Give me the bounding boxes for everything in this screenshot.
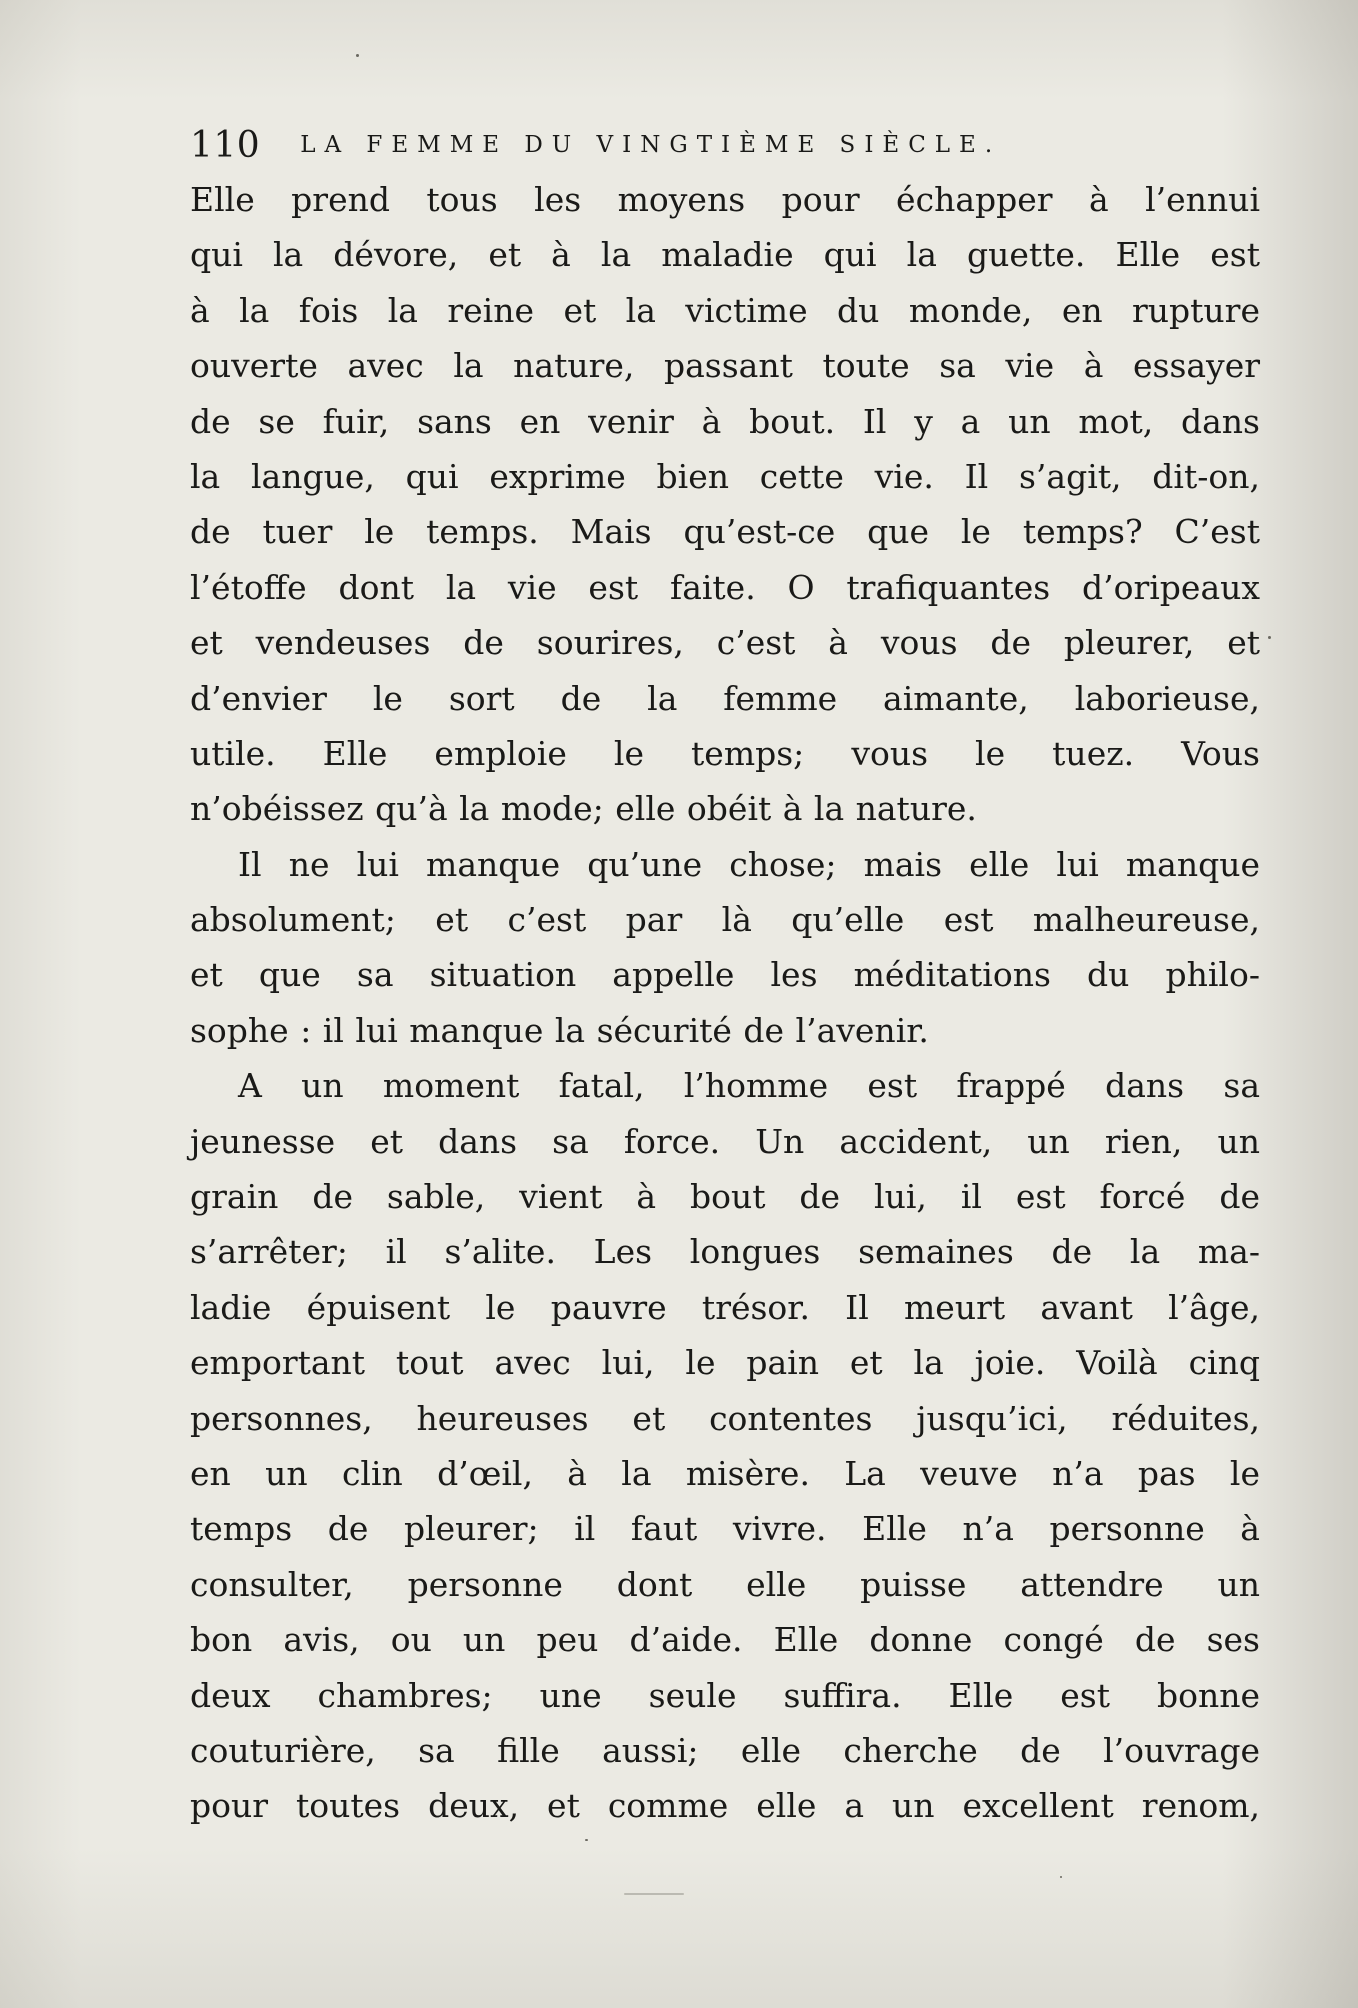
text-line: s’arrêter; il s’alite. Les longues semaines de la ma-: [190, 1232, 1260, 1272]
text-line: emportant tout avec lui, le pain et la joie. Voilà cinq: [190, 1343, 1260, 1383]
text-line: sophe : il lui manque la sécurité de l’avenir.: [190, 1010, 929, 1050]
paper-speck: [356, 54, 359, 57]
text-line: personnes, heureuses et contentes jusqu’ici, réduites,: [190, 1398, 1260, 1438]
page-number: 110: [190, 124, 261, 166]
text-block: [190, 118, 1260, 1834]
text-line: à la fois la reine et la victime du monde, en rupture: [190, 290, 1260, 330]
book-title: LA FEMME DU VINGTIÈME SIÈCLE.: [300, 132, 1002, 158]
text-line: temps de pleurer; il faut vivre. Elle n’a personne à: [190, 1509, 1260, 1549]
text-line: pour toutes deux, et comme elle a un excellent renom,: [190, 1786, 1260, 1826]
paragraph-first-line: A un moment fatal, l’homme est frappé dans sa: [238, 1066, 1260, 1106]
text-line: la langue, qui exprime bien cette vie. Il s’agit, dit-on,: [190, 456, 1260, 496]
text-line: et vendeuses de sourires, c’est à vous de pleurer, et: [190, 623, 1260, 663]
text-line: et que sa situation appelle les méditations du philo-: [190, 955, 1260, 995]
text-line: Elle prend tous les moyens pour échapper à l’ennui: [190, 180, 1260, 219]
paper-speck: [1060, 1876, 1062, 1878]
text-line: couturière, sa fille aussi; elle cherche de l’ouvrage: [190, 1730, 1260, 1770]
text-line: consulter, personne dont elle puisse attendre un: [190, 1564, 1260, 1604]
paper-speck: [585, 1839, 588, 1841]
text-line: ouverte avec la nature, passant toute sa vie à essayer: [190, 346, 1260, 386]
paper-speck: [1268, 636, 1271, 639]
text-line: jeunesse et dans sa force. Un accident, un rien, un: [190, 1121, 1260, 1161]
text-line: ladie épuisent le pauvre trésor. Il meurt avant l’âge,: [190, 1287, 1260, 1327]
running-head: [190, 118, 1260, 172]
paragraph-first-line: Il ne lui manque qu’une chose; mais elle lui manque: [238, 844, 1260, 884]
text-line: utile. Elle emploie le temps; vous le tuez. Vous: [190, 733, 1260, 773]
text-line: l’étoffe dont la vie est faite. O trafiquantes d’oripeaux: [190, 567, 1260, 607]
body-text: [190, 172, 1260, 1834]
paper-speck: [624, 1893, 684, 1895]
text-line: d’envier le sort de la femme aimante, laborieuse,: [190, 678, 1260, 718]
text-line: de tuer le temps. Mais qu’est-ce que le temps? C’est: [190, 512, 1260, 552]
text-line: qui la dévore, et à la maladie qui la guette. Elle est: [190, 235, 1260, 275]
text-line: n’obéissez qu’à la mode; elle obéit à la nature.: [190, 789, 977, 829]
text-line: grain de sable, vient à bout de lui, il est forcé de: [190, 1177, 1260, 1217]
text-line: en un clin d’œil, à la misère. La veuve n’a pas le: [190, 1453, 1260, 1493]
text-line: deux chambres; une seule suffira. Elle est bonne: [190, 1675, 1260, 1715]
text-line: bon avis, ou un peu d’aide. Elle donne congé de ses: [190, 1620, 1260, 1660]
text-line: de se fuir, sans en venir à bout. Il y a un mot, dans: [190, 401, 1260, 441]
text-line: absolument; et c’est par là qu’elle est malheureuse,: [190, 900, 1260, 940]
